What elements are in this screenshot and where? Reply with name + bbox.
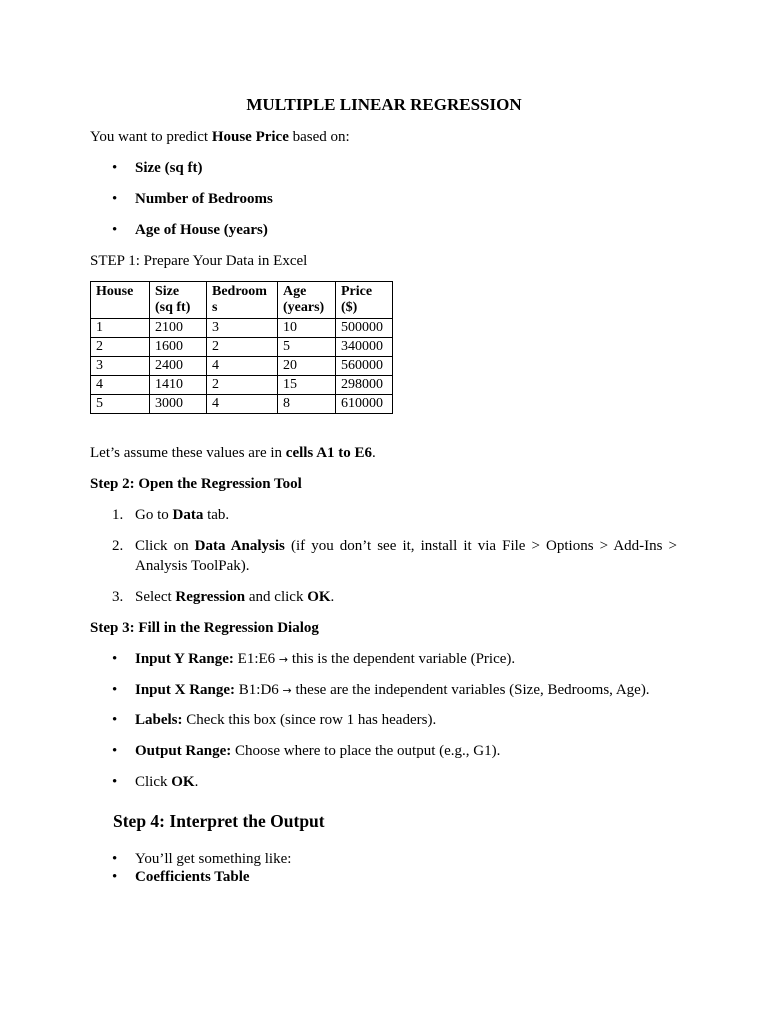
table-cell: 2 bbox=[207, 338, 278, 357]
step3-item: Output Range: Choose where to place the output (e.g., G1). bbox=[135, 743, 501, 759]
table-cell: 1600 bbox=[150, 338, 207, 357]
bullet-icon: • bbox=[112, 191, 118, 207]
column-header: House bbox=[91, 282, 150, 319]
table-header-row bbox=[91, 282, 393, 319]
bullet-icon: • bbox=[112, 774, 118, 790]
step3-item: Input X Range: B1:D6 → these are the independent variables (Size, Bedrooms, Age). bbox=[135, 682, 650, 698]
table-cell: 15 bbox=[278, 376, 336, 395]
column-header: Bedroom s bbox=[207, 282, 278, 319]
step3-item: Click OK. bbox=[135, 774, 199, 790]
bullet-icon: • bbox=[112, 160, 118, 176]
step4-item: Coefficients Table bbox=[135, 869, 250, 885]
predictor-item: Size (sq ft) bbox=[135, 160, 203, 176]
assume-paragraph: Let’s assume these values are in cells A1 to E6. bbox=[90, 445, 376, 461]
table-cell: 2 bbox=[91, 338, 150, 357]
table-cell: 4 bbox=[91, 376, 150, 395]
table-cell: 298000 bbox=[336, 376, 393, 395]
predictor-item: Age of House (years) bbox=[135, 222, 268, 238]
bullet-icon: • bbox=[112, 712, 118, 728]
list-number: 3. bbox=[112, 589, 124, 605]
table-cell: 3000 bbox=[150, 395, 207, 414]
table-cell: 340000 bbox=[336, 338, 393, 357]
table-cell: 3 bbox=[207, 319, 278, 338]
step2-item: Go to Data tab. bbox=[135, 507, 230, 523]
column-header: Price ($) bbox=[336, 282, 393, 319]
step4-heading: Step 4: Interpret the Output bbox=[113, 811, 325, 831]
table-cell: 1410 bbox=[150, 376, 207, 395]
step3-item: Input Y Range: E1:E6 → this is the dependent variable (Price). bbox=[135, 651, 516, 667]
table-cell: 8 bbox=[278, 395, 336, 414]
intro-paragraph: You want to predict House Price based on: bbox=[90, 129, 350, 145]
table-row bbox=[91, 395, 393, 414]
bullet-icon: • bbox=[112, 222, 118, 238]
table-cell: 2400 bbox=[150, 357, 207, 376]
list-number: 1. bbox=[112, 507, 124, 523]
table-cell: 2100 bbox=[150, 319, 207, 338]
data-table bbox=[90, 281, 393, 414]
table-cell: 560000 bbox=[336, 357, 393, 376]
step4-item: You’ll get something like: bbox=[135, 851, 292, 867]
table-cell: 500000 bbox=[336, 319, 393, 338]
step2-item: Click on Data Analysis (if you don’t see it, install it via File > Options > Add-Ins > Analysis ToolPak). bbox=[135, 538, 678, 574]
table-cell: 5 bbox=[278, 338, 336, 357]
table-row bbox=[91, 338, 393, 357]
table-cell: 20 bbox=[278, 357, 336, 376]
column-header: Age (years) bbox=[278, 282, 336, 319]
table-cell: 610000 bbox=[336, 395, 393, 414]
step3-item: Labels: Check this box (since row 1 has headers). bbox=[135, 712, 437, 728]
step2-item: Select Regression and click OK. bbox=[135, 589, 335, 605]
table-row bbox=[91, 376, 393, 395]
step2-heading: Step 2: Open the Regression Tool bbox=[90, 476, 302, 492]
bullet-icon: • bbox=[112, 651, 118, 667]
table-cell: 10 bbox=[278, 319, 336, 338]
table-row bbox=[91, 319, 393, 338]
table-row bbox=[91, 357, 393, 376]
bullet-icon: • bbox=[112, 682, 118, 698]
table-cell: 5 bbox=[91, 395, 150, 414]
column-header: Size (sq ft) bbox=[150, 282, 207, 319]
bullet-icon: • bbox=[112, 851, 118, 867]
predictor-item: Number of Bedrooms bbox=[135, 191, 273, 207]
table-cell: 4 bbox=[207, 395, 278, 414]
arrow-right-icon: → bbox=[282, 684, 292, 697]
table-cell: 1 bbox=[91, 319, 150, 338]
bullet-icon: • bbox=[112, 743, 118, 759]
table-cell: 4 bbox=[207, 357, 278, 376]
step1-heading: STEP 1: Prepare Your Data in Excel bbox=[90, 253, 308, 269]
table-cell: 3 bbox=[91, 357, 150, 376]
list-number: 2. bbox=[112, 538, 124, 554]
arrow-right-icon: → bbox=[278, 653, 289, 666]
bullet-icon: • bbox=[112, 869, 118, 885]
page-title: MULTIPLE LINEAR REGRESSION bbox=[246, 95, 522, 114]
step3-heading: Step 3: Fill in the Regression Dialog bbox=[90, 620, 319, 636]
table-cell: 2 bbox=[207, 376, 278, 395]
